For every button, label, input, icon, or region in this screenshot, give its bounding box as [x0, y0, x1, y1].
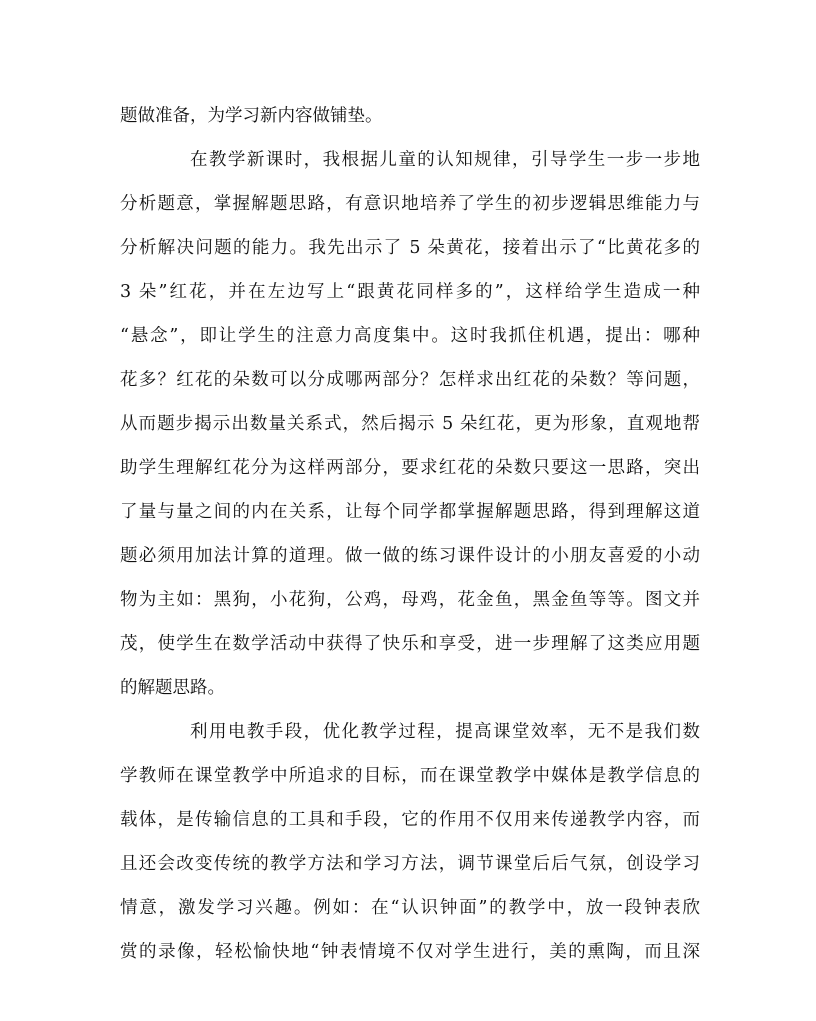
paragraph-first-line: 利用电教手段，优化教学过程，提高课堂效率，无不是我们数 [190, 722, 700, 742]
text-line: 且还会改变传统的教学方法和学习方法，调节课堂后后气氛，创设学习 [120, 854, 700, 874]
text-line: 题做准备，为学习新内容做铺垫。 [120, 106, 383, 126]
text-line: 的解题思路。 [120, 678, 225, 698]
text-line: 了量与量之间的内在关系，让每个同学都掌握解题思路，得到理解这道 [120, 502, 700, 522]
text-line: 载体，是传输信息的工具和手段，它的作用不仅用来传递教学内容，而 [120, 810, 700, 830]
text-line: 学教师在课堂教学中所追求的目标，而在课堂教学中媒体是教学信息的 [120, 766, 700, 786]
text-line: 花多？红花的朵数可以分成哪两部分？怎样求出红花的朵数？等问题， [120, 370, 700, 390]
text-line: “悬念”，即让学生的注意力高度集中。这时我抓住机遇，提出：哪种 [120, 326, 700, 346]
text-line: 分析题意，掌握解题思路，有意识地培养了学生的初步逻辑思维能力与 [120, 194, 700, 214]
text-line: 3 朵”红花，并在左边写上“跟黄花同样多的”，这样给学生造成一种 [120, 282, 700, 302]
text-line: 茂，使学生在数学活动中获得了快乐和享受，进一步理解了这类应用题 [120, 634, 700, 654]
text-line: 题必须用加法计算的道理。做一做的练习课件设计的小朋友喜爱的小动 [120, 546, 700, 566]
text-line: 物为主如：黑狗，小花狗，公鸡，母鸡，花金鱼，黑金鱼等等。图文并 [120, 590, 700, 610]
text-line: 从而题步揭示出数量关系式，然后揭示 5 朵红花，更为形象，直观地帮 [120, 414, 700, 434]
paragraph-first-line: 在教学新课时，我根据儿童的认知规律，引导学生一步一步地 [190, 150, 700, 170]
text-line: 情意，激发学习兴趣。例如：在“认识钟面”的教学中，放一段钟表欣 [120, 898, 700, 918]
text-line: 助学生理解红花分为这样两部分，要求红花的朵数只要这一思路，突出 [120, 458, 700, 478]
text-line: 分析解决问题的能力。我先出示了 5 朵黄花，接着出示了“比黄花多的 [120, 238, 700, 258]
text-line: 赏的录像，轻松愉快地“钟表情境不仅对学生进行，美的熏陶，而且深 [120, 942, 700, 962]
